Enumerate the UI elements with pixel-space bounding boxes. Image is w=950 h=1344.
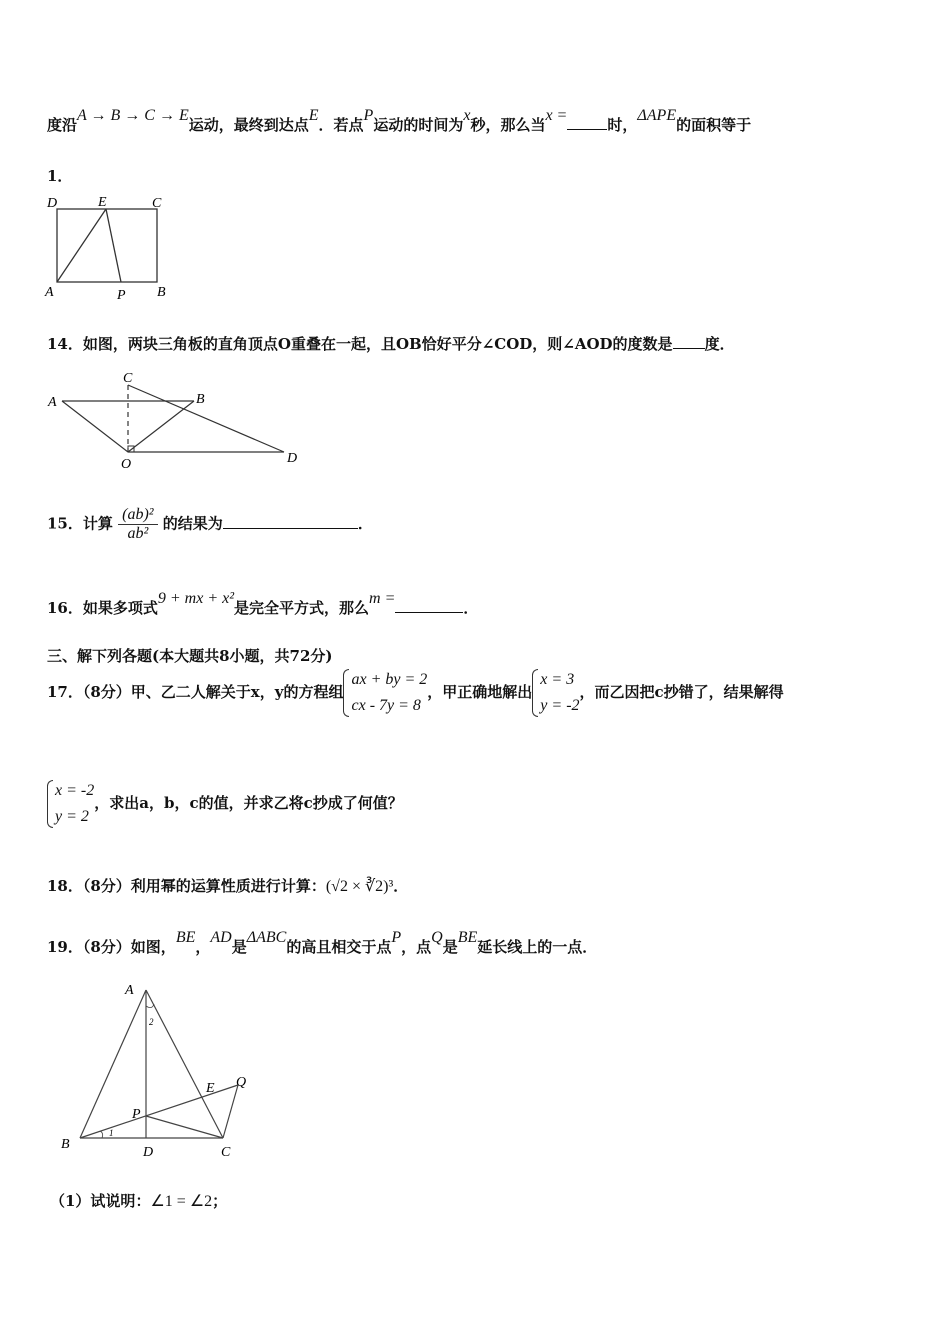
q19-label-E: E bbox=[206, 1081, 215, 1096]
q19-label-C: C bbox=[221, 1145, 231, 1160]
q19-text: 19．（8分）如图，BE，AD是ΔABC的高且相交于点P，点Q是BE延长线上的一点． bbox=[47, 929, 598, 956]
q16-text: 16．如果多项式9 + mx + x²是完全平方式，那么m =． bbox=[47, 590, 479, 617]
q17-system: ax + by = 2 cx - 7y = 8 bbox=[343, 667, 427, 719]
q14-answer-blank bbox=[673, 348, 705, 349]
q13-label-E: E bbox=[98, 195, 107, 210]
q15-text: 15．计算 $\frac{\text{(ab)²}}{\text{ab²}}$ 的结果为 ． bbox=[47, 506, 373, 542]
q14-figure bbox=[44, 368, 314, 478]
q13-answer-blank bbox=[567, 129, 607, 130]
q19-label-Q: Q bbox=[236, 1075, 247, 1090]
q13-label-D: D bbox=[47, 196, 58, 211]
q19-angle-1: 1 bbox=[109, 1128, 114, 1138]
q19-label-D: D bbox=[143, 1145, 154, 1160]
section-3-title: 三、解下列各题(本大题共8小题，共72分) bbox=[47, 647, 333, 665]
q19-angle-2: 2 bbox=[149, 1017, 154, 1027]
q18-text: 18．（8分）利用幂的运算性质进行计算：(√2 × ∛2)³． bbox=[47, 877, 409, 895]
q14-label-C: C bbox=[123, 371, 133, 386]
q14-label-O: O bbox=[121, 457, 132, 472]
q14-label-A: A bbox=[48, 395, 57, 410]
q15-answer-blank bbox=[223, 528, 358, 529]
q19-part-1: （1）试说明：∠1 = ∠2； bbox=[50, 1192, 228, 1210]
q19-figure bbox=[58, 978, 288, 1168]
q17-text: 17．（8分）甲、乙二人解关于x，y的方程组ax + by = 2 cx - 7y = 8，甲正确地解出x = 3 y = -2，而乙因把c抄错了，结果解得 bbox=[47, 667, 784, 719]
q13-label-P: P bbox=[117, 288, 126, 302]
q13-label-B: B bbox=[157, 285, 166, 300]
q13-path: A → B → C → E bbox=[77, 107, 189, 124]
q17-correct-solution: x = 3 y = -2 bbox=[532, 667, 579, 719]
q17-text-2: x = -2 y = 2，求出a，b，c的值，并求乙将c抄成了何值？ bbox=[47, 778, 403, 830]
q15-fraction: $\frac{\text{(ab)²}}{\text{ab²}}$ bbox=[118, 506, 157, 543]
q13-figure bbox=[44, 192, 184, 302]
q14-text: 14．如图，两块三角板的直角顶点O重叠在一起，且OB恰好平分∠COD，则∠AOD的度数是 度． bbox=[47, 335, 735, 353]
q19-label-B: B bbox=[61, 1137, 70, 1152]
q14-label-B: B bbox=[196, 392, 205, 407]
q19-label-A: A bbox=[125, 983, 134, 998]
q13-text: 度沿A → B → C → E运动，最终到达点E．若点P运动的时间为x秒，那么当x =时，ΔAPE的面积等于 bbox=[47, 107, 752, 134]
q13-label-C: C bbox=[152, 196, 162, 211]
q16-answer-blank bbox=[395, 612, 463, 613]
q13-answer-value: 1． bbox=[47, 167, 73, 185]
q17-wrong-solution: x = -2 y = 2 bbox=[47, 778, 94, 830]
q13-label-A: A bbox=[45, 285, 54, 300]
q14-label-D: D bbox=[287, 451, 298, 466]
q18-expression: (√2 × ∛2)³ bbox=[325, 878, 394, 895]
q19-label-P: P bbox=[132, 1107, 141, 1122]
